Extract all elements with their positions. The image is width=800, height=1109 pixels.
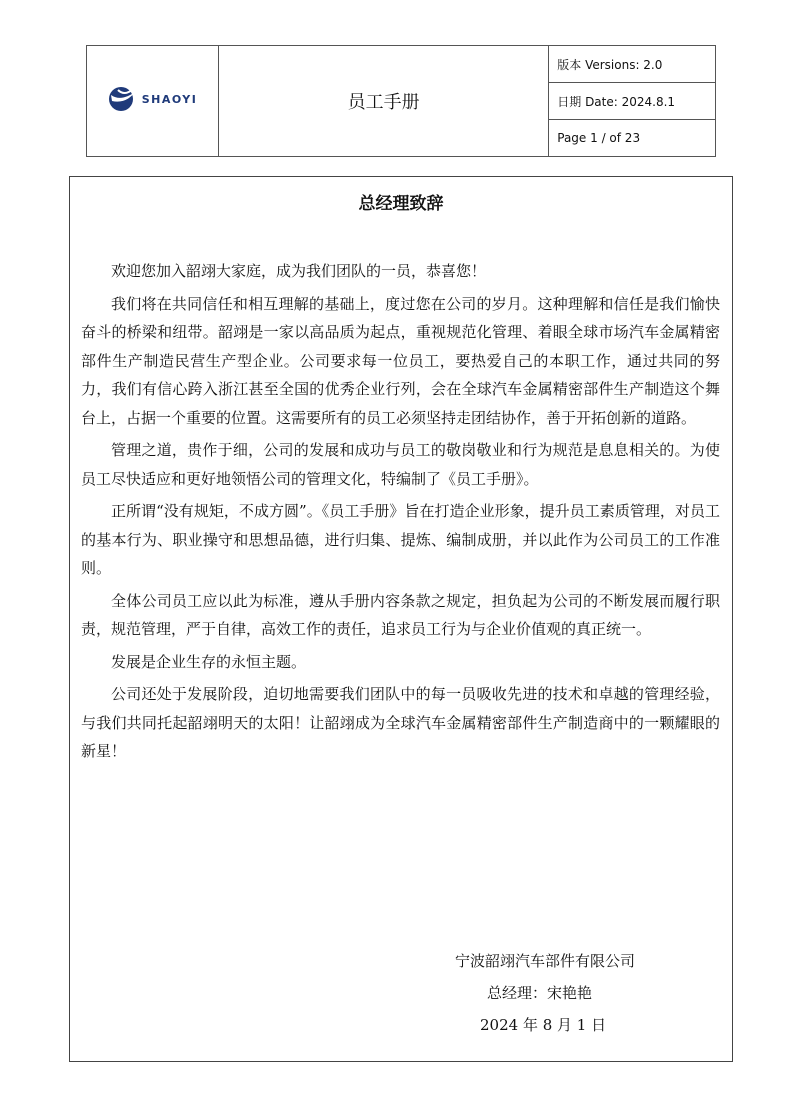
signature-date: 2024 年 8 月 1 日 <box>480 1016 607 1034</box>
letter-body <box>81 257 720 770</box>
company-logo <box>108 86 198 112</box>
shaoyi-logo-icon <box>108 86 138 112</box>
date-info: 日期 Date: 2024.8.1 <box>549 83 716 120</box>
signature-manager: 总经理：宋艳艳 <box>487 984 593 1002</box>
paragraph: 发展是企业生存的永恒主题。 <box>111 652 307 671</box>
paragraph: 全体公司员工应以此为标准，遵从手册内容条款之规定，担负起为公司的不断发展而履行职责，规范管理，严于自律，高效工作的责任，追求员工行为与企业价值观的真正统一。 <box>81 591 720 638</box>
document-header <box>86 45 716 157</box>
paragraph: 欢迎您加入韶翊大家庭，成为我们团队的一员，恭喜您！ <box>111 262 487 280</box>
logo-text: SHAOYI <box>141 92 198 106</box>
paragraph: 管理之道，贵作于细，公司的发展和成功与员工的敬岗敬业和行为规范是息息相关的。为使员工尽快适应和更好地领悟公司的管理文化，特编制了《员工手册》。 <box>81 441 720 488</box>
page-info: Page 1 / of 23 <box>549 120 716 157</box>
paragraph: 公司还处于发展阶段，迫切地需要我们团队中的每一员吸收先进的技术和卓越的管理经验，与我们共同托起韶翊明天的太阳！让韶翊成为全球汽车金属精密部件生产制造商中的一颗耀眼的新星！ <box>81 685 720 760</box>
paragraph: 正所谓“没有规矩，不成方圆”。《员工手册》旨在打造企业形象，提升员工素质管理，对员工的基本行为、职业操守和思想品德，进行归集、提炼、编制成册，并以此作为公司员工的工作准则。 <box>81 502 720 577</box>
paragraph: 我们将在共同信任和相互理解的基础上，度过您在公司的岁月。这种理解和信任是我们愉快奋斗的桥梁和纽带。韶翊是一家以高品质为起点，重视规范化管理、着眼全球市场汽车金属精密部件生产制造民营生产型企业。公司要求每一位员工，要热爱自己的本职工作，通过共同的努力，我们有信心跨入浙江甚至全国的优秀企业行列，会在全球汽车金属精密部件生产制造这个舞台上，占据一个重要的位置。这需要所有的员工必须坚持走团结协作，善于开拓创新的道路。 <box>81 294 720 427</box>
logo-cell <box>87 46 219 157</box>
document-title: 员工手册 <box>219 46 549 157</box>
letter-box <box>69 176 733 1062</box>
version-info: 版本 Versions: 2.0 <box>549 46 716 83</box>
signature-company: 宁波韶翊汽车部件有限公司 <box>455 952 636 970</box>
letter-title: 总经理致辞 <box>358 194 444 214</box>
